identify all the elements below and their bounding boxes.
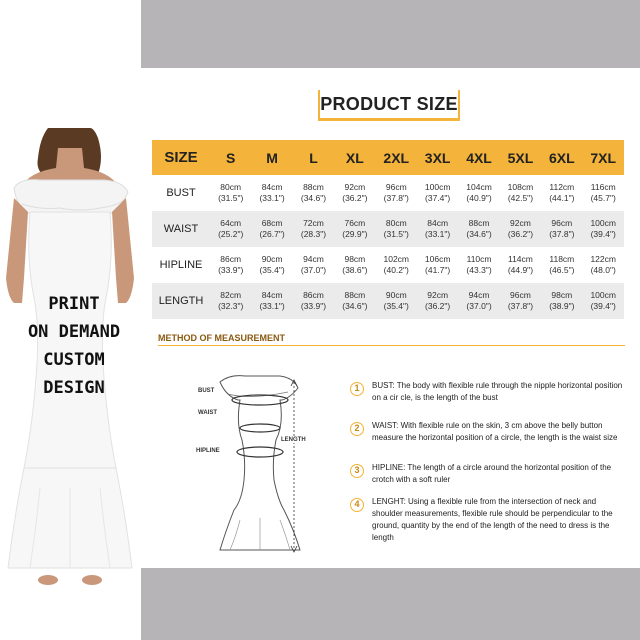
table-cell [210, 254, 251, 276]
step-number: 3 [350, 464, 364, 478]
cm-value: 108cm [507, 182, 534, 192]
table-cell [417, 290, 458, 312]
cm-value: 104cm [466, 182, 492, 192]
table-row-waist [152, 211, 624, 247]
inch-value: (36.2") [342, 193, 368, 203]
cm-value: 88cm [468, 218, 490, 228]
inch-value: (37.0") [466, 301, 492, 311]
inch-value: (36.2") [425, 301, 451, 311]
cm-value: 100cm [424, 182, 451, 192]
table-cell [376, 218, 417, 240]
cm-value: 80cm [220, 182, 242, 192]
diagram-label-length: LENGTH [281, 437, 306, 443]
table-cell [334, 290, 375, 312]
inch-value: (40.2") [383, 265, 409, 275]
size-table-header-row [152, 140, 624, 175]
table-cell [417, 254, 458, 276]
table-cell [458, 290, 499, 312]
table-cell [541, 290, 582, 312]
step-number: 1 [350, 382, 364, 396]
overlay-line-1: PRINT [48, 294, 100, 314]
product-size-heading [318, 90, 460, 124]
table-cell [251, 182, 292, 204]
overlay-line-2: ON DEMAND [27, 322, 121, 342]
cm-value: 98cm [551, 290, 573, 300]
inch-value: (34.6") [342, 301, 368, 311]
cm-value: 102cm [383, 254, 410, 264]
inch-value: (37.8") [507, 301, 534, 311]
overlay-line-3: CUSTOM [43, 350, 105, 370]
cm-value: 80cm [385, 218, 407, 228]
table-cell [500, 218, 541, 240]
title-bracket-right [458, 90, 460, 121]
method-divider [158, 345, 625, 346]
table-cell [334, 254, 375, 276]
table-cell [293, 290, 334, 312]
inch-value: (45.7") [590, 193, 616, 203]
cm-value: 88cm [303, 182, 324, 192]
table-row-length [152, 283, 624, 319]
inch-value: (44.9") [507, 265, 534, 275]
table-cell [293, 218, 334, 240]
cm-value: 90cm [385, 290, 407, 300]
inch-value: (26.7") [259, 229, 285, 239]
size-header-label: SIZE [164, 149, 198, 166]
table-cell [417, 182, 458, 204]
table-cell [541, 218, 582, 240]
table-cell [293, 182, 334, 204]
table-cell [417, 218, 458, 240]
title-underline [318, 118, 460, 121]
row-label: BUST [166, 187, 196, 199]
table-row-hipline [152, 247, 624, 283]
inch-value: (34.6") [466, 229, 492, 239]
table-cell [583, 254, 624, 276]
print-on-demand-overlay [8, 290, 140, 402]
inch-value: (35.4") [259, 265, 285, 275]
cm-value: 76cm [344, 218, 366, 228]
inch-value: (37.0") [300, 265, 327, 275]
inch-value: (42.5") [507, 193, 534, 203]
diagram-label-bust: BUST [198, 388, 215, 394]
table-cell [251, 218, 292, 240]
cm-value: 92cm [344, 182, 366, 192]
inch-value: (48.0") [590, 265, 616, 275]
measurement-diagram [190, 360, 320, 555]
size-table [152, 140, 624, 319]
cm-value: 94cm [303, 254, 324, 264]
inch-value: (39.4") [590, 229, 616, 239]
step-number: 2 [350, 422, 364, 436]
page-title: PRODUCT SIZE [320, 94, 458, 114]
cm-value: 114cm [507, 254, 533, 264]
row-label: LENGTH [158, 295, 204, 307]
cm-value: 96cm [510, 290, 531, 300]
diagram-label-hipline: HIPLINE [196, 448, 220, 454]
table-cell [458, 254, 499, 276]
inch-value: (33.9") [218, 265, 244, 275]
step-text: BUST: The body with flexible rule through the nipple horizontal position on a cir cle, is the length of the bust [372, 381, 623, 402]
cm-value: 84cm [427, 218, 449, 228]
row-label: WAIST [163, 223, 199, 235]
row-label: HIPLINE [159, 259, 203, 271]
inch-value: (32.3") [218, 301, 244, 311]
inch-value: (34.6") [300, 193, 327, 203]
diagram-label-waist: WAIST [198, 410, 217, 416]
inch-value: (28.3") [300, 229, 327, 239]
table-cell [376, 254, 417, 276]
inch-value: (25.2") [218, 229, 244, 239]
inch-value: (31.5") [218, 193, 244, 203]
cm-value: 118cm [549, 254, 575, 264]
table-cell [210, 290, 251, 312]
cm-value: 96cm [551, 218, 573, 228]
inch-value: (44.1") [549, 193, 575, 203]
table-cell [458, 182, 499, 204]
table-cell [583, 290, 624, 312]
table-cell [541, 182, 582, 204]
table-cell [583, 182, 624, 204]
step-text: HIPLINE: The length of a circle around the horizontal position of the crotch with a soft ruler [372, 463, 612, 484]
size-header-cell: 4XL [466, 149, 492, 166]
table-cell [458, 218, 499, 240]
cm-value: 98cm [344, 254, 366, 264]
cm-value: 90cm [261, 254, 283, 264]
cm-value: 110cm [466, 254, 492, 264]
inch-value: (33.1") [259, 301, 285, 311]
top-grey-band [141, 0, 640, 68]
inch-value: (39.4") [590, 301, 616, 311]
inch-value: (37.4") [425, 193, 451, 203]
cm-value: 92cm [427, 290, 449, 300]
table-cell [500, 182, 541, 204]
inch-value: (36.2") [507, 229, 534, 239]
inch-value: (38.6") [342, 265, 368, 275]
table-cell [334, 218, 375, 240]
size-header-cell: 2XL [383, 149, 410, 166]
size-header-cell: S [226, 149, 236, 166]
step-text: WAIST: With flexible rule on the skin, 3 cm above the belly button measure the horizontal position of a circle, the length is the waist size [372, 421, 618, 442]
cm-value: 86cm [220, 254, 242, 264]
inch-value: (33.9") [300, 301, 327, 311]
inch-value: (29.9") [342, 229, 368, 239]
cm-value: 112cm [549, 182, 575, 192]
table-cell [500, 254, 541, 276]
size-header-cell: L [309, 149, 318, 166]
cm-value: 72cm [303, 218, 324, 228]
bottom-grey-band [141, 568, 640, 640]
cm-value: 84cm [261, 290, 283, 300]
table-cell [500, 290, 541, 312]
table-cell [334, 182, 375, 204]
inch-value: (33.1") [425, 229, 451, 239]
table-cell [376, 182, 417, 204]
table-cell [541, 254, 582, 276]
inch-value: (33.1") [259, 193, 285, 203]
cm-value: 92cm [510, 218, 531, 228]
inch-value: (38.9") [549, 301, 575, 311]
method-section-title: METHOD OF MEASUREMENT [158, 333, 285, 343]
inch-value: (31.5") [383, 229, 409, 239]
cm-value: 68cm [261, 218, 283, 228]
size-header-cell: 5XL [507, 149, 534, 166]
size-header-cell: 3XL [424, 149, 451, 166]
inch-value: (46.5") [549, 265, 575, 275]
table-cell [251, 290, 292, 312]
table-row-bust [152, 175, 624, 211]
inch-value: (37.8") [383, 193, 409, 203]
size-header-cell: 6XL [548, 149, 575, 166]
inch-value: (43.3") [466, 265, 492, 275]
size-header-cell: 7XL [590, 149, 617, 166]
cm-value: 96cm [385, 182, 407, 192]
table-cell [210, 182, 251, 204]
step-text: LENGHT: Using a flexible rule from the intersection of neck and shoulder measurements, flexible rule should be perpendicular to the ground, quantity by the end of the length of the need to dress is the length [372, 497, 613, 542]
cm-value: 94cm [468, 290, 490, 300]
cm-value: 84cm [261, 182, 283, 192]
cm-value: 116cm [590, 182, 616, 192]
cm-value: 86cm [303, 290, 324, 300]
cm-value: 100cm [590, 290, 616, 300]
cm-value: 82cm [220, 290, 242, 300]
size-header-cell: XL [345, 149, 364, 166]
cm-value: 122cm [590, 254, 616, 264]
inch-value: (41.7") [425, 265, 451, 275]
overlay-line-4: DESIGN [43, 378, 105, 398]
inch-value: (40.9") [466, 193, 492, 203]
inch-value: (37.8") [549, 229, 575, 239]
size-header-cell: M [266, 149, 278, 166]
table-cell [376, 290, 417, 312]
table-cell [583, 218, 624, 240]
step-number: 4 [350, 498, 364, 512]
cm-value: 64cm [220, 218, 242, 228]
table-cell [293, 254, 334, 276]
cm-value: 106cm [424, 254, 451, 264]
cm-value: 88cm [344, 290, 366, 300]
cm-value: 100cm [590, 218, 616, 228]
inch-value: (35.4") [383, 301, 409, 311]
table-cell [251, 254, 292, 276]
table-cell [210, 218, 251, 240]
